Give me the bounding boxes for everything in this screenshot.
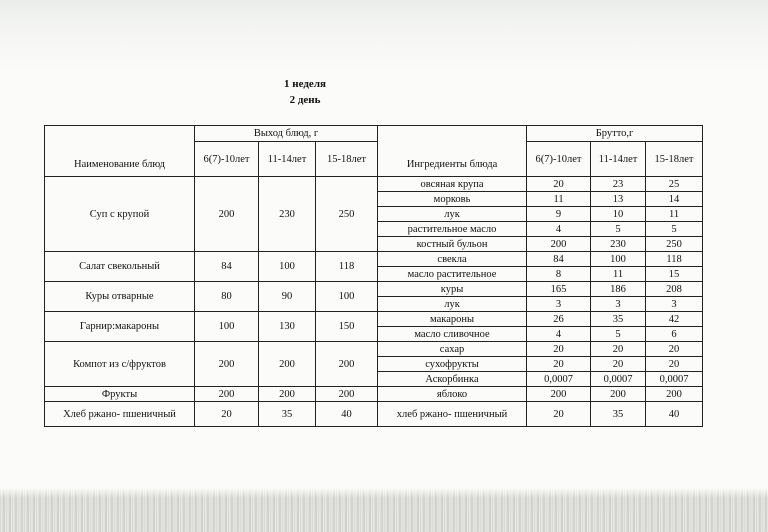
ingredient-gross-cell: 200 (527, 387, 591, 402)
ingredient-gross-cell: 4 (527, 222, 591, 237)
ingredient-gross-cell: 0,0007 (527, 372, 591, 387)
scan-noise-bottom (0, 488, 768, 532)
dish-name-cell: Компот из с/фруктов (45, 342, 195, 387)
ingredient-gross-cell: 4 (527, 327, 591, 342)
ingredient-gross-cell: 11 (527, 192, 591, 207)
dish-output-cell: 200 (195, 177, 259, 252)
ingredient-gross-cell: 23 (591, 177, 646, 192)
ingredient-gross-cell: 26 (527, 312, 591, 327)
ingredient-gross-cell: 9 (527, 207, 591, 222)
ingredient-row (45, 252, 703, 267)
ingredient-name-cell: морковь (378, 192, 527, 207)
ingredient-name-cell: Аскорбинка (378, 372, 527, 387)
ingredient-gross-cell: 20 (591, 357, 646, 372)
ingredient-gross-cell: 11 (591, 267, 646, 282)
scan-shadow-top (0, 0, 768, 70)
dish-name-header: Наименование блюд (45, 126, 195, 177)
dish-output-cell: 90 (259, 282, 316, 312)
ingredient-gross-cell: 25 (646, 177, 703, 192)
ingredient-gross-cell: 230 (591, 237, 646, 252)
ingredient-gross-cell: 35 (591, 312, 646, 327)
ingredient-gross-cell: 186 (591, 282, 646, 297)
day-label: 2 день (289, 94, 321, 106)
ingredient-name-cell: сухофрукты (378, 357, 527, 372)
dish-output-cell: 40 (316, 402, 378, 427)
ingredient-name-cell: свекла (378, 252, 527, 267)
ingredient-name-cell: хлеб ржано- пшеничный (378, 402, 527, 427)
ingredient-row (45, 177, 703, 192)
ingredient-gross-cell: 0,0007 (646, 372, 703, 387)
dish-name-cell: Гарнир:макароны (45, 312, 195, 342)
ingredient-gross-cell: 20 (527, 357, 591, 372)
ingredient-gross-cell: 20 (591, 342, 646, 357)
gross-age-header: 11-14лет (591, 142, 646, 177)
ingredient-gross-cell: 35 (591, 402, 646, 427)
ingredient-name-cell: макароны (378, 312, 527, 327)
ingredient-gross-cell: 3 (646, 297, 703, 312)
ingredient-gross-cell: 40 (646, 402, 703, 427)
ingredient-gross-cell: 6 (646, 327, 703, 342)
output-age-header: 6(7)-10лет (195, 142, 259, 177)
ingredient-gross-cell: 20 (646, 342, 703, 357)
ingredient-name-cell: масло растительное (378, 267, 527, 282)
ingredient-gross-cell: 200 (646, 387, 703, 402)
dish-output-cell: 35 (259, 402, 316, 427)
dish-output-cell: 20 (195, 402, 259, 427)
ingredient-row (45, 282, 703, 297)
ingredient-gross-cell: 15 (646, 267, 703, 282)
ingredient-name-cell: сахар (378, 342, 527, 357)
menu-table (44, 125, 703, 427)
ingredient-gross-cell: 5 (591, 222, 646, 237)
ingredient-gross-cell: 13 (591, 192, 646, 207)
dish-name-cell: Хлеб ржано- пшеничный (45, 402, 195, 427)
ingredient-gross-cell: 20 (527, 342, 591, 357)
ingredient-row (45, 312, 703, 327)
dish-output-cell: 100 (259, 252, 316, 282)
ingredient-gross-cell: 42 (646, 312, 703, 327)
dish-output-cell: 200 (259, 342, 316, 387)
ingredient-gross-cell: 20 (646, 357, 703, 372)
ingredient-gross-cell: 165 (527, 282, 591, 297)
ingredient-name-cell: лук (378, 297, 527, 312)
dish-name-cell: Суп с крупой (45, 177, 195, 252)
ingredient-name-cell: куры (378, 282, 527, 297)
ingredient-gross-cell: 10 (591, 207, 646, 222)
dish-output-cell: 80 (195, 282, 259, 312)
menu-table-body (45, 126, 703, 427)
ingredient-gross-cell: 8 (527, 267, 591, 282)
ingredient-name-cell: масло сливочное (378, 327, 527, 342)
gross-age-header: 6(7)-10лет (527, 142, 591, 177)
dish-output-cell: 200 (316, 342, 378, 387)
dish-output-cell: 100 (316, 282, 378, 312)
dish-output-cell: 230 (259, 177, 316, 252)
dish-output-cell: 200 (195, 342, 259, 387)
ingredient-gross-cell: 200 (527, 237, 591, 252)
gross-group-header: Брутто,г (527, 126, 703, 142)
ingredient-gross-cell: 3 (591, 297, 646, 312)
ingredient-gross-cell: 84 (527, 252, 591, 267)
dish-output-cell: 200 (259, 387, 316, 402)
ingredient-gross-cell: 3 (527, 297, 591, 312)
ingredient-gross-cell: 20 (527, 177, 591, 192)
dish-name-cell: Салат свекольный (45, 252, 195, 282)
ingredient-gross-cell: 200 (591, 387, 646, 402)
dish-output-cell: 118 (316, 252, 378, 282)
output-age-header: 11-14лет (259, 142, 316, 177)
ingredient-name-cell: растительное масло (378, 222, 527, 237)
ingredient-name-cell: лук (378, 207, 527, 222)
ingredient-row (45, 402, 703, 427)
ingredient-name-cell: овсяная крупа (378, 177, 527, 192)
dish-output-cell: 250 (316, 177, 378, 252)
ingredient-gross-cell: 208 (646, 282, 703, 297)
header-row-1 (45, 126, 703, 142)
dish-output-cell: 100 (195, 312, 259, 342)
dish-output-cell: 84 (195, 252, 259, 282)
ingredient-name-cell: костный бульон (378, 237, 527, 252)
dish-output-cell: 200 (195, 387, 259, 402)
ingredient-row (45, 342, 703, 357)
ingredient-gross-cell: 0,0007 (591, 372, 646, 387)
output-group-header: Выход блюд, г (195, 126, 378, 142)
menu-heading (250, 76, 360, 108)
ingredient-gross-cell: 11 (646, 207, 703, 222)
gross-age-header: 15-18лет (646, 142, 703, 177)
ingredient-gross-cell: 250 (646, 237, 703, 252)
ingredient-gross-cell: 5 (646, 222, 703, 237)
dish-name-cell: Куры отварные (45, 282, 195, 312)
dish-output-cell: 130 (259, 312, 316, 342)
ingredient-gross-cell: 5 (591, 327, 646, 342)
ingredients-header: Ингредиенты блюда (378, 126, 527, 177)
dish-output-cell: 200 (316, 387, 378, 402)
ingredient-gross-cell: 100 (591, 252, 646, 267)
output-age-header: 15-18лет (316, 142, 378, 177)
ingredient-gross-cell: 20 (527, 402, 591, 427)
week-label: 1 неделя (284, 78, 326, 90)
ingredient-name-cell: яблоко (378, 387, 527, 402)
ingredient-row (45, 387, 703, 402)
ingredient-gross-cell: 118 (646, 252, 703, 267)
ingredient-gross-cell: 14 (646, 192, 703, 207)
dish-name-cell: Фрукты (45, 387, 195, 402)
dish-output-cell: 150 (316, 312, 378, 342)
